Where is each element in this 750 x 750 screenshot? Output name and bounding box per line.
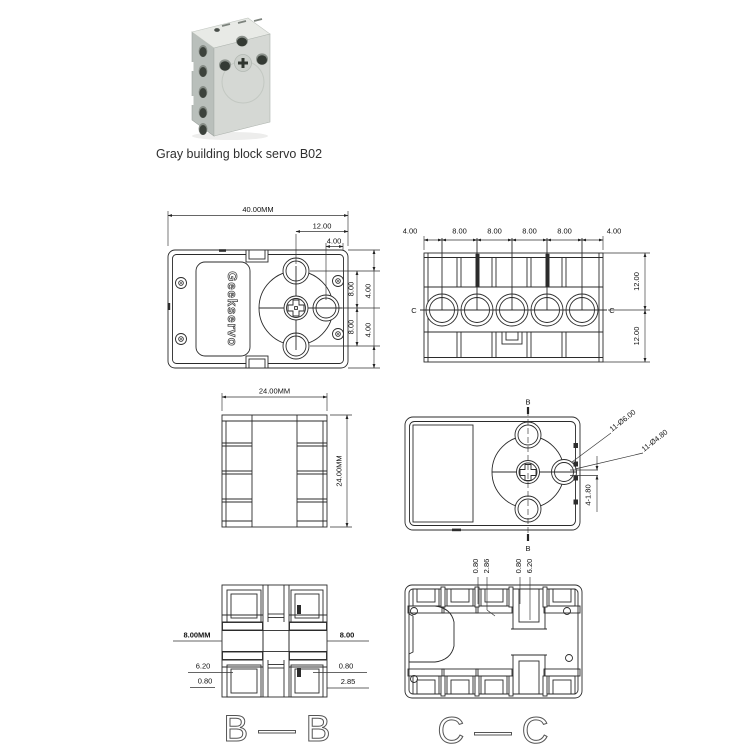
dim-top-3: 8.00 (522, 226, 537, 236)
dim-right-1: 12.00 (632, 326, 641, 346)
dim-overall-width: 40.00MM (242, 205, 274, 214)
dim-cc-0: 0.80 (471, 558, 480, 574)
section-marker-c-right: C (609, 306, 615, 315)
dim-bb-080-right: 0.80 (338, 661, 354, 671)
dim-cc-1: 2.86 (482, 558, 491, 574)
section-bb-view (222, 585, 327, 697)
dim-8-bottom: 8.00 (346, 319, 356, 335)
callout-slots: 4-1.80 (583, 484, 593, 506)
product-caption: Gray building block servo B02 (156, 147, 323, 161)
dim-cc-2: 0.80 (514, 558, 523, 574)
dim-8-top: 8.00 (346, 281, 356, 297)
dim-top-1: 8.00 (452, 226, 467, 236)
dim-cc-3: 6.20 (525, 558, 534, 574)
side-view (222, 415, 327, 527)
dim-4-top: 4.00 (363, 283, 373, 299)
dim-right-0: 12.00 (632, 272, 641, 291)
dim-bb-620: 6.20 (195, 661, 211, 671)
dim-4: 4.00 (326, 236, 342, 246)
section-marker-b-bottom: B (525, 544, 531, 553)
back-view (405, 417, 580, 531)
section-cc-view (405, 585, 582, 698)
dim-bb-right-main: 8.00 (339, 630, 355, 640)
front-view (168, 249, 348, 368)
section-cc-title: C — C (437, 710, 549, 750)
callout-hole-inner: 11-Ø4.80 (639, 427, 670, 454)
bottom-notch (502, 332, 522, 344)
dim-side-width: 24.00MM (258, 386, 291, 396)
section-marker-b-top: B (525, 397, 531, 407)
dim-top-4: 8.00 (557, 226, 572, 236)
dim-top-0: 4.00 (402, 226, 418, 236)
dim-bb-080-left: 0.80 (197, 676, 213, 686)
section-bb-title: B — B (223, 708, 331, 749)
dim-top-5: 4.00 (606, 226, 622, 236)
dim-side-height: 24.00MM (334, 455, 344, 487)
brand-label: Geekservo (225, 271, 240, 347)
dim-bb-285: 2.85 (340, 677, 356, 686)
dim-top-2: 8.00 (487, 226, 502, 236)
dim-bb-left-main: 8.00MM (183, 630, 211, 640)
top-view (420, 238, 607, 362)
section-marker-c-left: C (411, 306, 417, 315)
callout-hole-outer: 11-Ø6.00 (607, 407, 638, 434)
dim-4-bottom: 4.00 (363, 322, 373, 338)
dim-12: 12.00 (312, 221, 332, 231)
